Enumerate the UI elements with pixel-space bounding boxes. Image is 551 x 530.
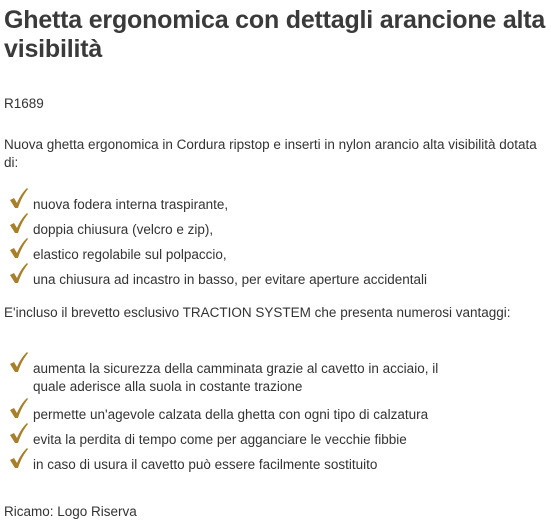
list-item	[8, 233, 548, 262]
feature-text: una chiusura ad incastro in basso, per evitare aperture accidentali	[33, 272, 427, 287]
product-description-text: Nuova ghetta ergonomica in Cordura ripstop e inserti in nylon arancio alta visibilità dotata di:	[4, 137, 537, 170]
feature-text: doppia chiusura (velcro e zip),	[33, 222, 214, 237]
embroidery-note: Ricamo: Logo Riserva	[4, 504, 137, 519]
advantage-text: aumenta la sicurezza della camminata grazie al cavetto in acciaio, il quale aderisce alla suola in costante trazione	[33, 361, 439, 394]
list-item	[8, 183, 548, 212]
check-icon	[8, 212, 29, 235]
list-item	[8, 418, 548, 447]
product-code: R1689	[4, 96, 44, 111]
list-item	[8, 347, 548, 393]
list-item	[8, 258, 548, 287]
advantage-text: in caso di usura il cavetto può essere facilmente sostituito	[33, 457, 378, 472]
check-icon	[8, 237, 29, 260]
advantages-intro: E'incluso il brevetto esclusivo TRACTION SYSTEM che presenta numerosi vantaggi:	[4, 305, 511, 320]
check-icon	[8, 447, 29, 470]
advantage-text: evita la perdita di tempo come per agganciare le vecchie fibbie	[33, 432, 407, 447]
advantages-list	[8, 347, 548, 472]
product-title: Ghetta ergonomica con dettagli arancione alta visibilità	[4, 6, 546, 63]
check-icon	[8, 422, 29, 445]
feature-text: elastico regolabile sul polpaccio,	[33, 247, 227, 262]
list-item	[8, 208, 548, 237]
feature-text: nuova fodera interna traspirante,	[33, 197, 229, 212]
list-item	[8, 443, 548, 472]
check-icon	[8, 397, 29, 420]
check-icon	[8, 262, 29, 285]
list-item	[8, 393, 548, 422]
check-icon	[8, 351, 29, 374]
check-icon	[8, 187, 29, 210]
feature-list	[8, 183, 548, 287]
advantage-text: permette un'agevole calzata della ghetta con ogni tipo di calzatura	[33, 407, 429, 422]
